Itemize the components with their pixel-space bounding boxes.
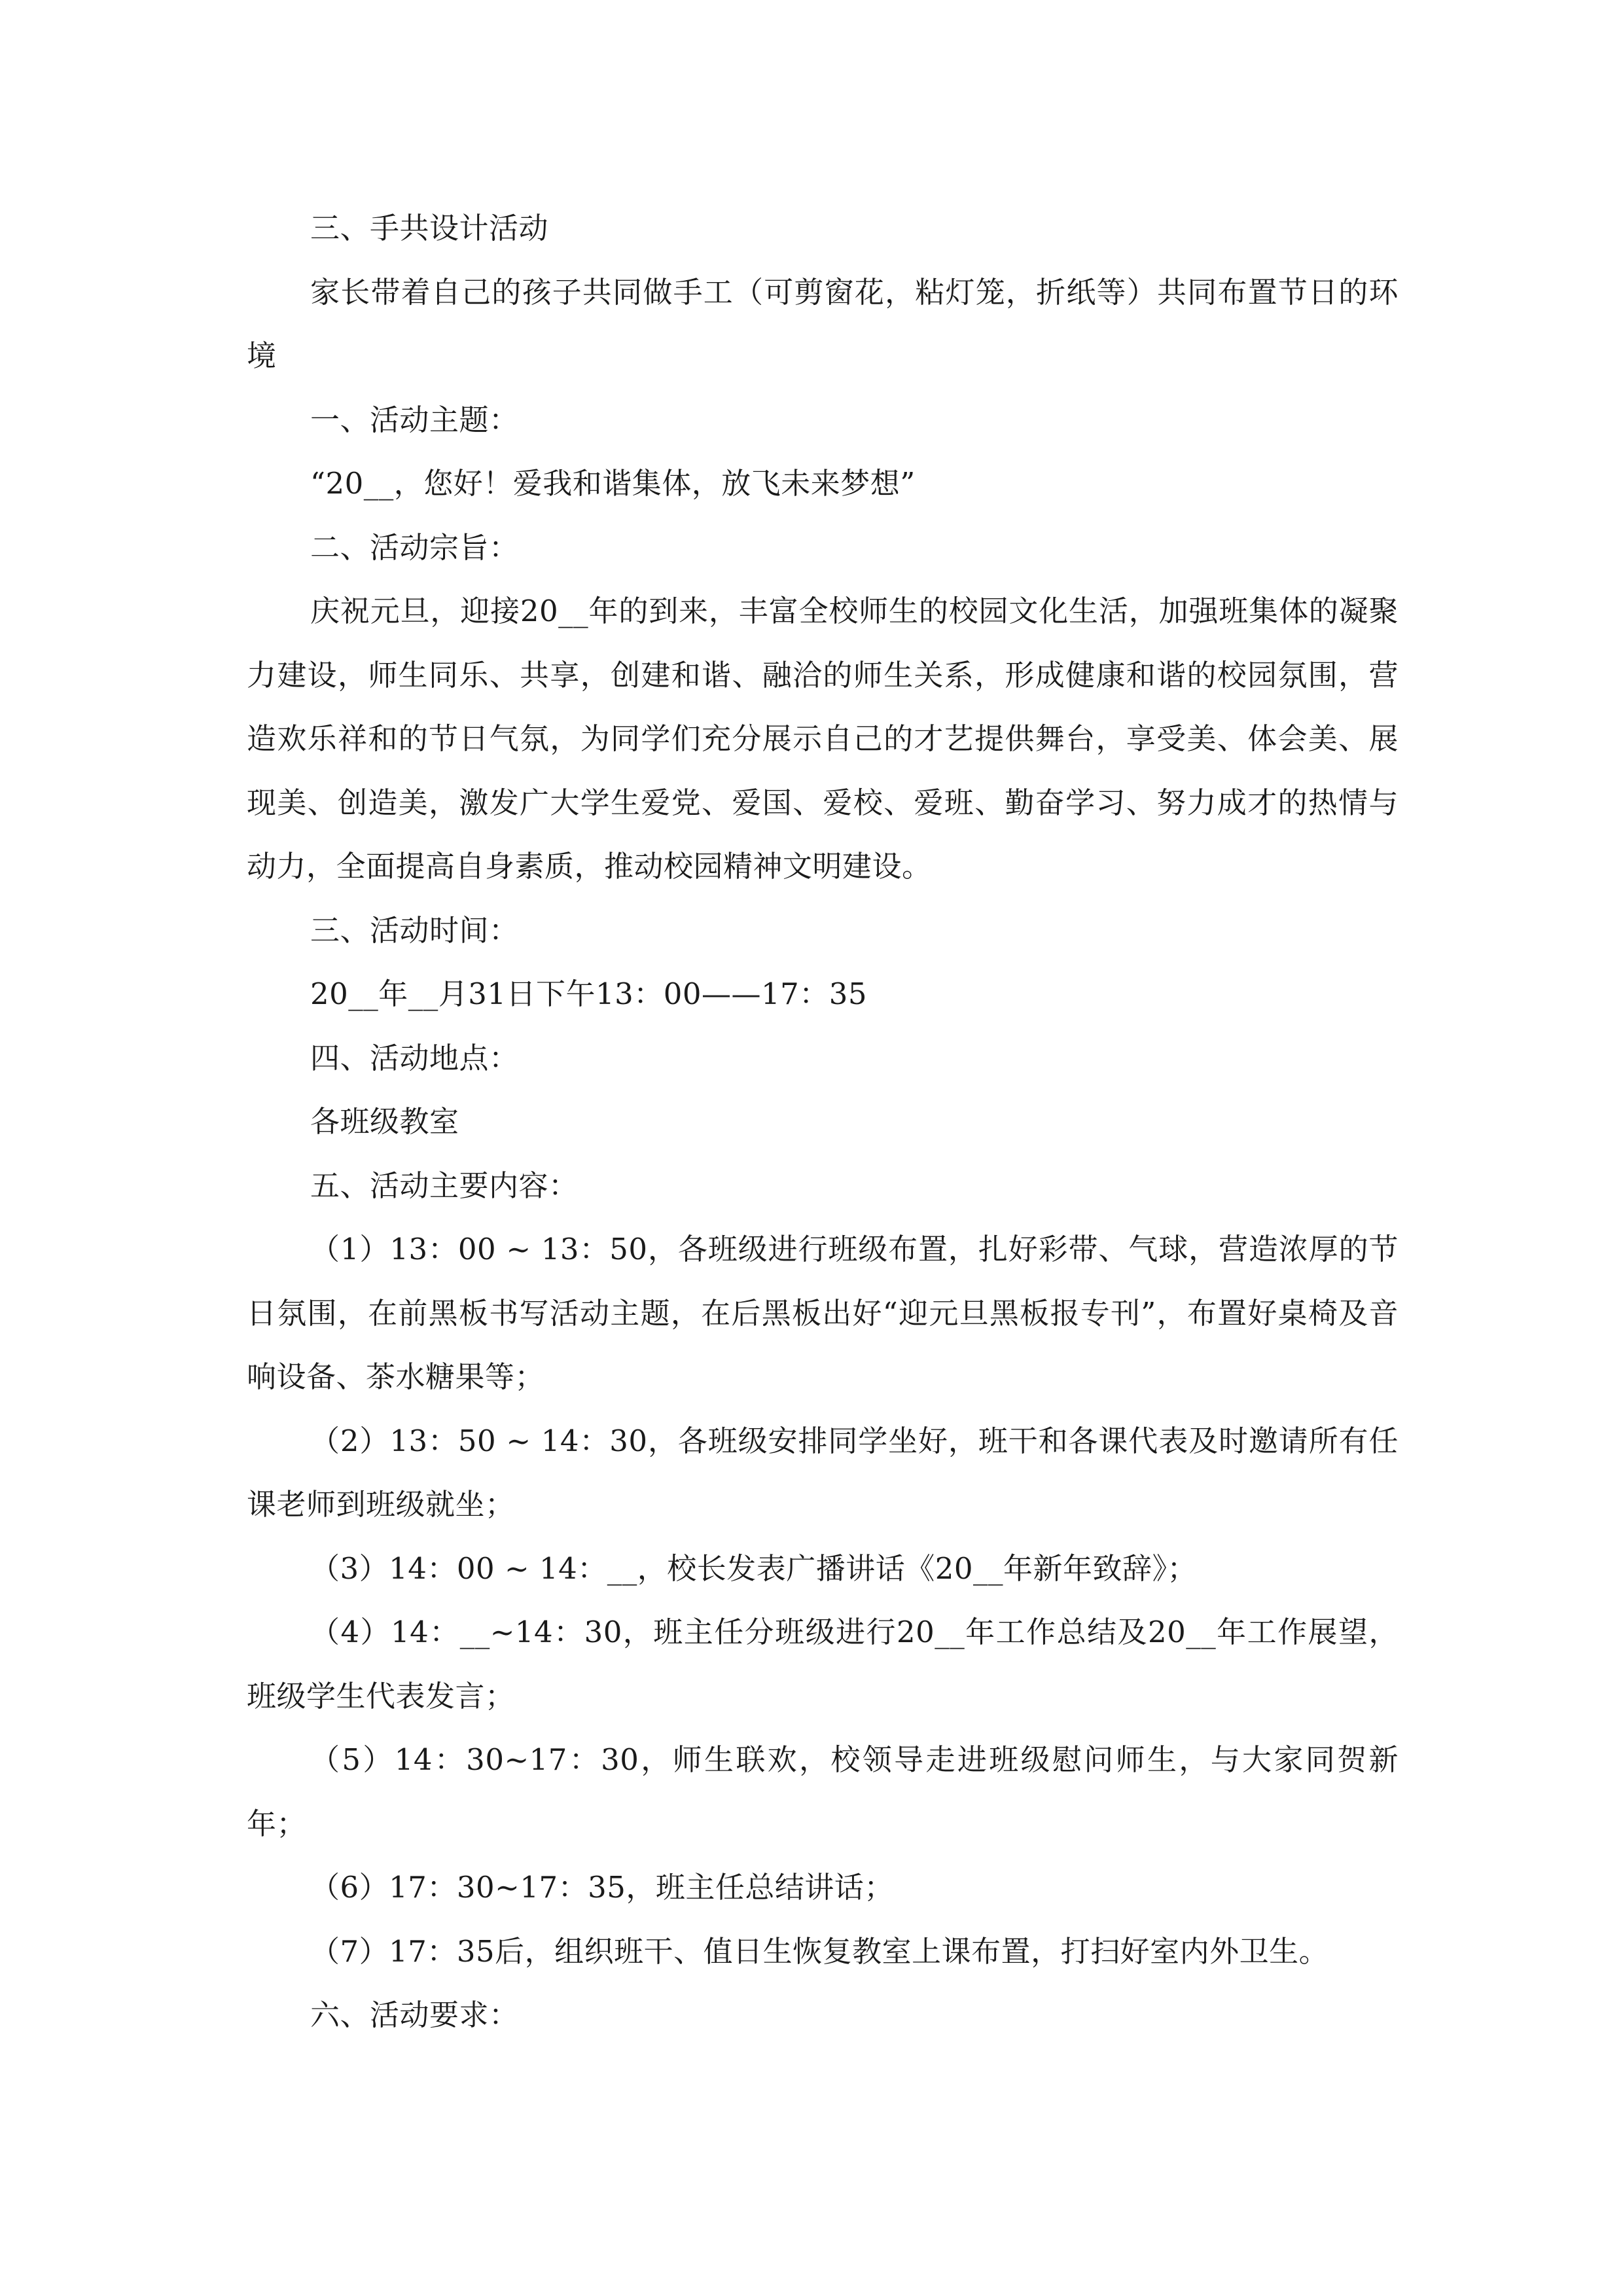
document-body <box>247 196 1399 2047</box>
section-heading-content: 五、活动主要内容： <box>310 1168 579 1203</box>
paragraph-handcraft-description: 家长带着自己的孩子共同做手工（可剪窗花，粘灯笼，折纸等）共同布置节日的环境 <box>247 274 1399 373</box>
paragraph-purpose: 庆祝元旦，迎接20__年的到来，丰富全校师生的校园文化生活，加强班集体的凝聚力建设，师生同乐、共享，创建和谐、融洽的师生关系，形成健康和谐的校园氛围，营造欢乐祥和的节日气氛，为同学们充分展示自己的才艺提供舞台，享受美、体会美、展现美、创造美，激发广大学生爱党、爱国、爱校、爱班、勤奋学习、努力成才的热情与动力，全面提高自身素质，推动校园精神文明建设。 <box>247 594 1399 884</box>
section-heading-handcraft: 三、手共设计活动 <box>310 211 549 245</box>
schedule-item-4: （4）14：__~14：30，班主任分班级进行20__年工作总结及20__年工作展望，班级学生代表发言； <box>247 1615 1399 1713</box>
schedule-item-3: （3）14：00 ~ 14：__，校长发表广播讲话《20__年新年致辞》； <box>310 1551 1197 1586</box>
section-heading-theme: 一、活动主题： <box>310 402 519 437</box>
paragraph-location: 各班级教室 <box>310 1104 459 1139</box>
schedule-item-6: （6）17：30~17：35，班主任总结讲话； <box>310 1870 894 1905</box>
schedule-item-5: （5）14：30~17：30，师生联欢，校领导走进班级慰问师生，与大家同贺新年； <box>247 1742 1399 1841</box>
section-heading-requirements: 六、活动要求： <box>310 1998 519 2032</box>
section-heading-location: 四、活动地点： <box>310 1040 519 1075</box>
section-heading-purpose: 二、活动宗旨： <box>310 529 519 565</box>
section-heading-time: 三、活动时间： <box>310 912 519 948</box>
paragraph-theme: “20__，您好！爱我和谐集体，放飞未来梦想” <box>310 466 916 501</box>
schedule-item-2: （2）13：50 ~ 14：30，各班级安排同学坐好，班干和各课代表及时邀请所有任课老师到班级就坐； <box>247 1423 1399 1522</box>
schedule-item-7: （7）17：35后，组织班干、值日生恢复教室上课布置，打扫好室内外卫生。 <box>310 1933 1329 1969</box>
schedule-item-1: （1）13：00 ~ 13：50，各班级进行班级布置，扎好彩带、气球，营造浓厚的节日氛围，在前黑板书写活动主题，在后黑板出好“迎元旦黑板报专刊”，布置好桌椅及音响设备、茶水糖果等； <box>247 1232 1399 1394</box>
paragraph-time: 20__年__月31日下午13：00——17：35 <box>310 977 868 1011</box>
